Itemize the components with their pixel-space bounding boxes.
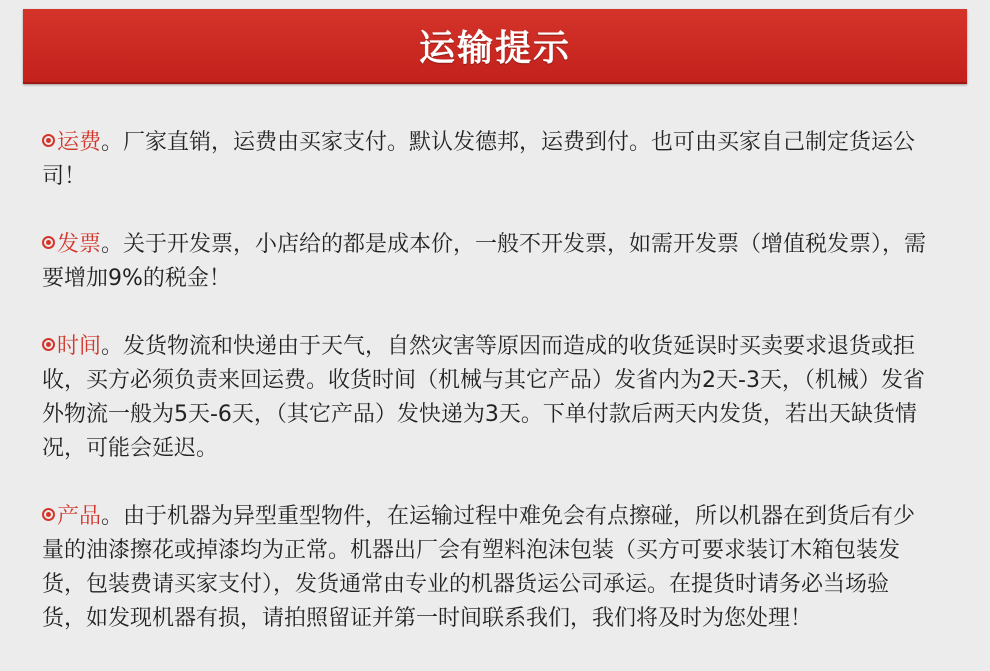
section-text: 。发货物流和快递由于天气，自然灾害等原因而造成的收货延误时买卖要求退货或拒收，买方必须负责来回运费。收货时间（机械与其它产品）发省内为2天-3天，（机械）发省外物流一般为5天-6天，（其它产品）发快递为3天。下单付款后两天内发货，若出天缺货情况，可能会延迟。: [42, 334, 925, 461]
bullet-icon: [42, 236, 55, 249]
section-time: [42, 330, 932, 466]
section-invoice: [42, 228, 932, 296]
bullet-icon: [42, 338, 55, 351]
notice-content: [42, 126, 932, 670]
section-keyword: 时间: [57, 334, 102, 359]
header-banner: [23, 9, 967, 84]
section-text: 。由于机器为异型重型物件，在运输过程中难免会有点擦碰，所以机器在到货后有少量的油漆擦花或掉漆均为正常。机器出厂会有塑料泡沫包装（买方可要求装订木箱包装发货，包装费请买家支付），发货通常由专业的机器货运公司承运。在提货时请务必当场验货，如发现机器有损，请拍照留证并第一时间联系我们，我们将及时为您处理！: [42, 504, 916, 631]
section-shipping-fee: [42, 126, 932, 194]
section-keyword: 运费: [57, 130, 102, 155]
section-keyword: 发票: [57, 232, 102, 257]
section-text: 。关于开发票，小店给的都是成本价，一般不开发票，如需开发票（增值税发票），需要增加9%的税金！: [42, 232, 927, 291]
section-text: 。厂家直销，运费由买家支付。默认发德邦，运费到付。也可由买家自己制定货运公司！: [42, 130, 916, 189]
section-product: [42, 500, 932, 636]
bullet-icon: [42, 508, 55, 521]
bullet-icon: [42, 134, 55, 147]
page-title: 运输提示: [418, 28, 571, 69]
section-keyword: 产品: [57, 504, 102, 529]
